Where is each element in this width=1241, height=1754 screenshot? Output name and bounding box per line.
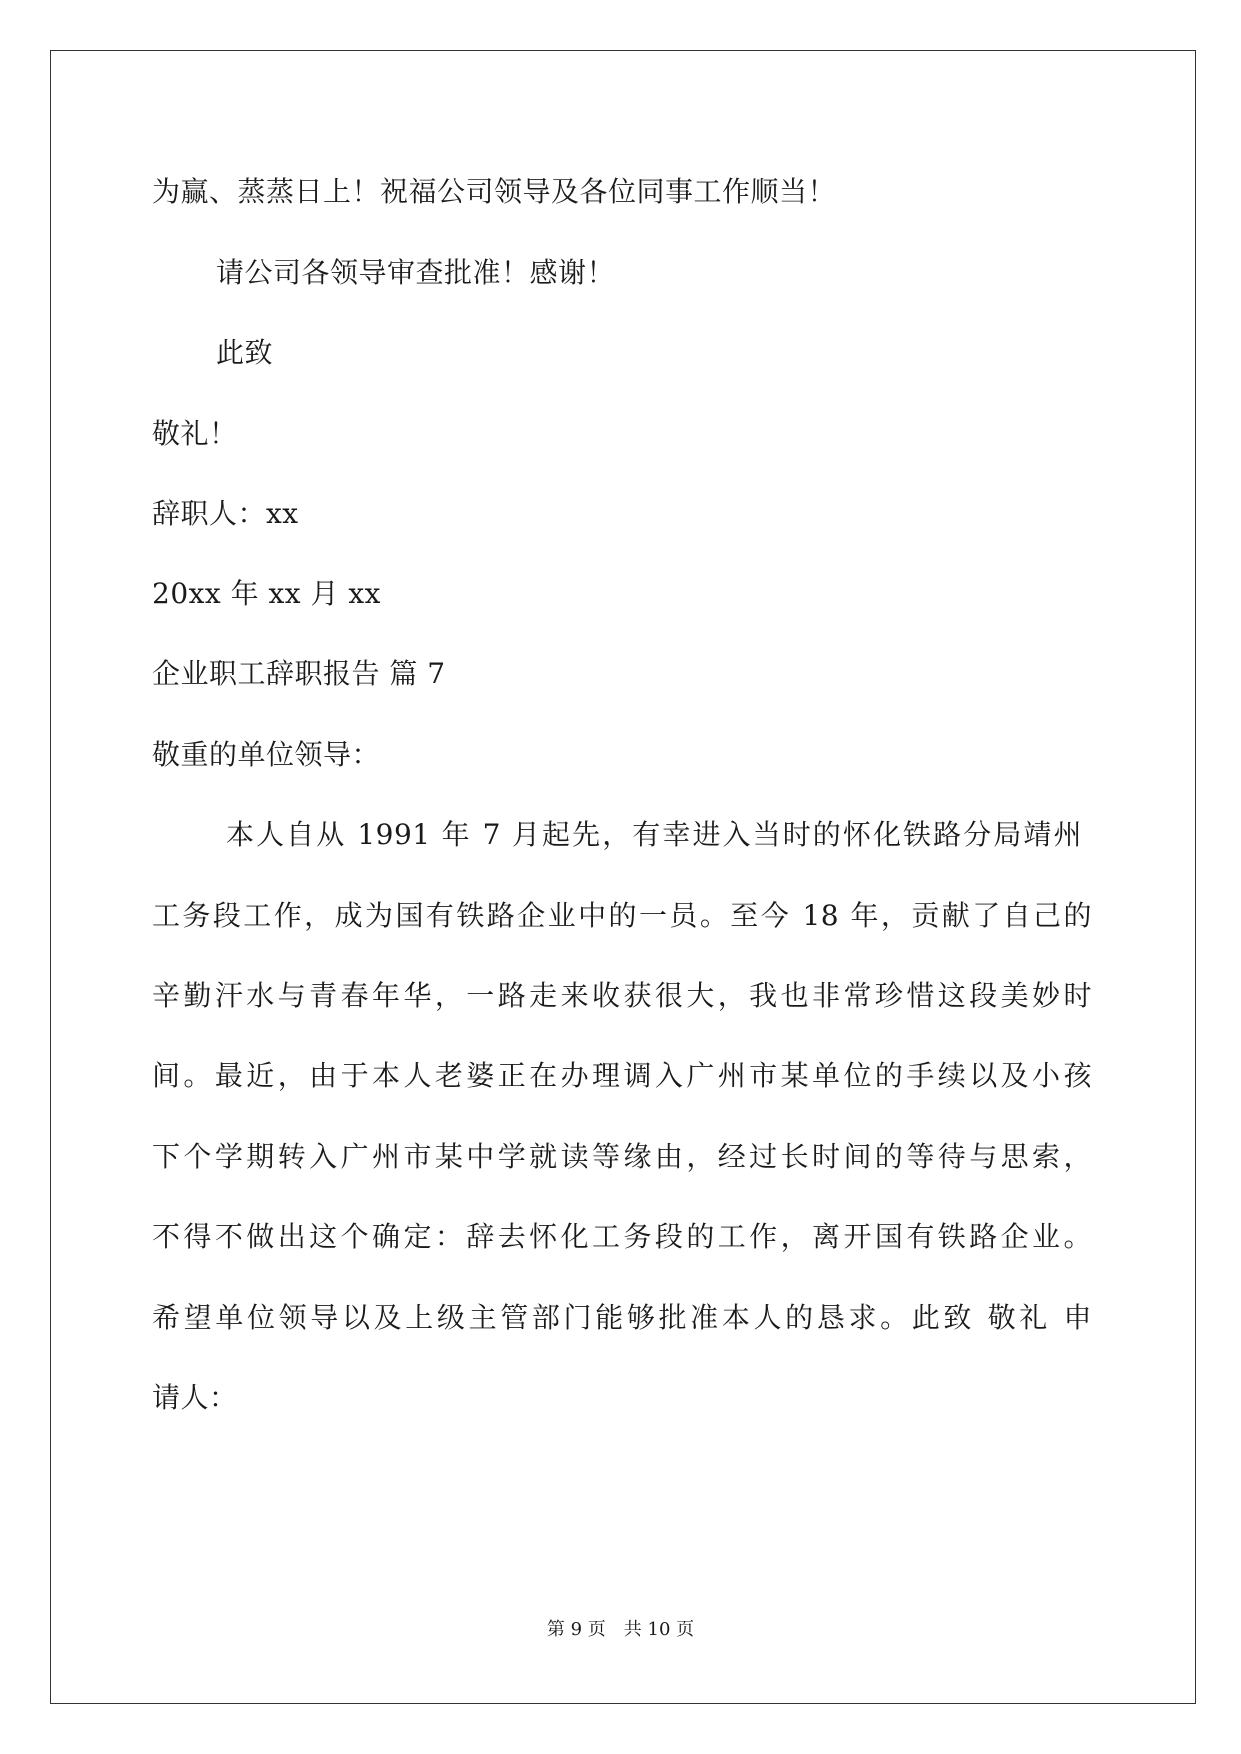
text-line-salutation-cizhi: 此致 <box>216 336 274 369</box>
paragraph-line: 间。最近，由于本人老婆正在办理调入广州市某单位的手续以及小孩 <box>152 1059 1092 1092</box>
text-line-closing-wish: 为赢、蒸蒸日上！祝福公司领导及各位同事工作顺当！ <box>152 175 837 208</box>
paragraph-line: 本人自从 1991 年 7 月起先，有幸进入当时的怀化铁路分局靖州 <box>226 818 1082 851</box>
text-line-date: 20xx 年 xx 月 xx <box>152 577 381 610</box>
paragraph-line: 希望单位领导以及上级主管部门能够批准本人的恳求。此致 敬礼 申 <box>152 1301 1092 1334</box>
text-line-salutation-jingli: 敬礼！ <box>152 417 238 450</box>
page-footer <box>0 1618 1241 1642</box>
paragraph-line: 辛勤汗水与青春年华，一路走来收获很大，我也非常珍惜这段美妙时 <box>152 979 1092 1012</box>
paragraph-line: 请人： <box>152 1381 238 1414</box>
text-line-resigner: 辞职人：xx <box>152 497 299 530</box>
section-heading: 企业职工辞职报告 篇 7 <box>152 657 446 690</box>
text-line-request-approval: 请公司各领导审查批准！感谢！ <box>216 256 616 289</box>
page-border <box>50 50 1196 1704</box>
page-number: 第 9 页 <box>546 1619 606 1640</box>
paragraph-line: 下个学期转入广州市某中学就读等缘由，经过长时间的等待与思索， <box>152 1140 1092 1173</box>
paragraph-line: 工务段工作，成为国有铁路企业中的一员。至今 18 年，贡献了自己的 <box>152 899 1092 932</box>
page-total: 共 10 页 <box>623 1619 695 1640</box>
text-line-addressee: 敬重的单位领导： <box>152 738 381 771</box>
paragraph-line: 不得不做出这个确定：辞去怀化工务段的工作，离开国有铁路企业。 <box>152 1220 1092 1253</box>
